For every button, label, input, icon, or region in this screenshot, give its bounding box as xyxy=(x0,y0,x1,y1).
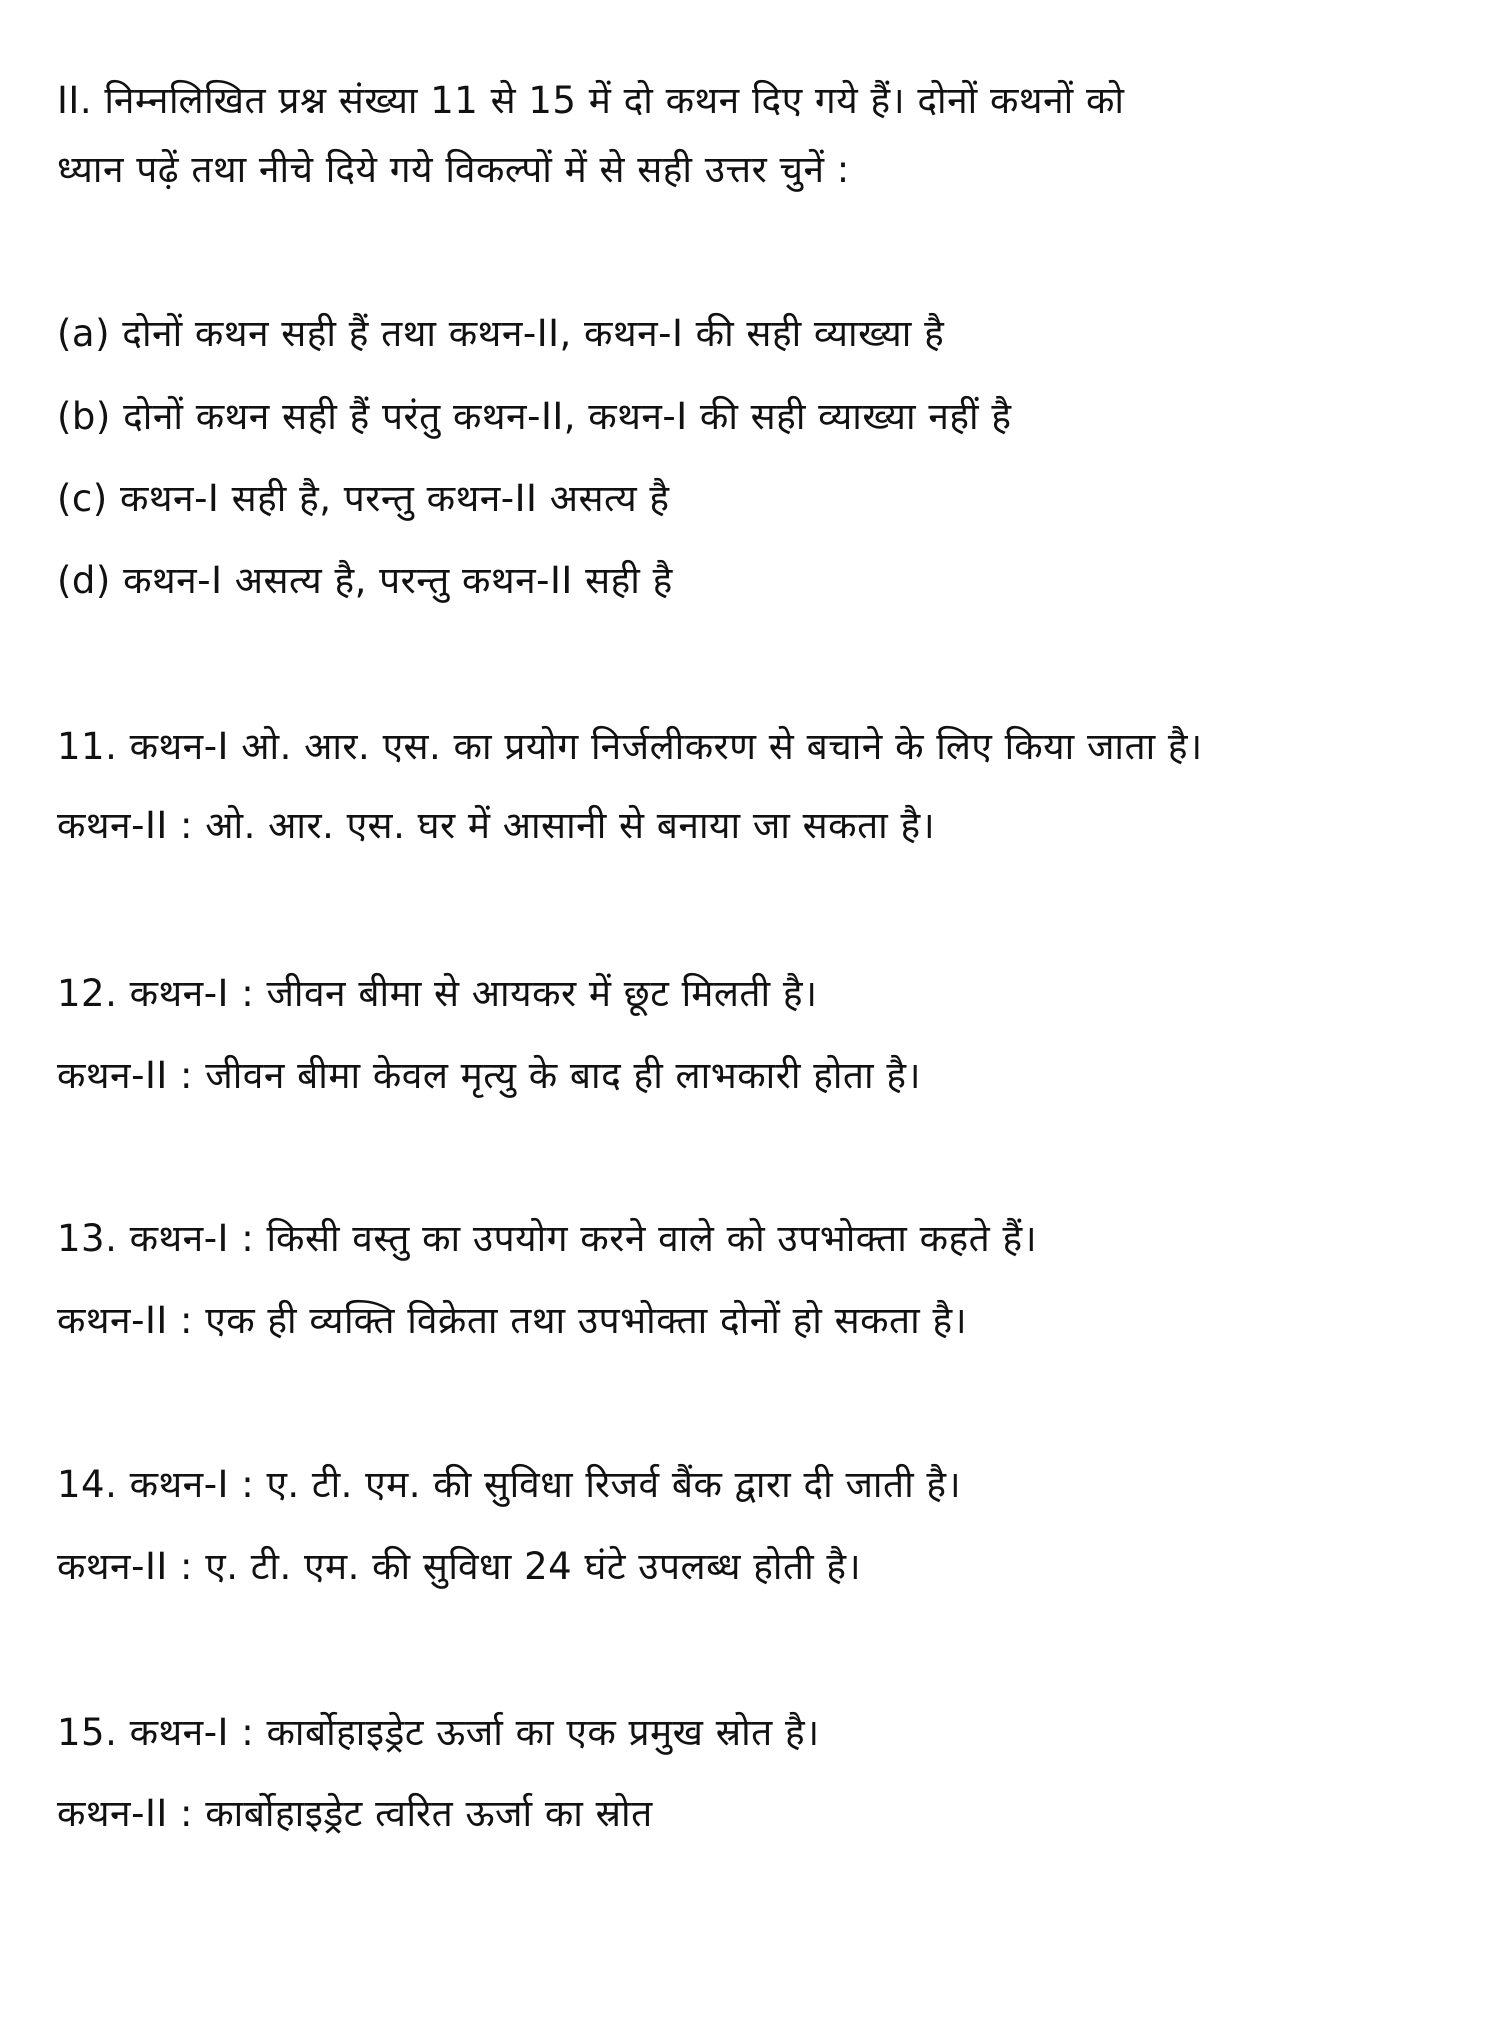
statement-2: कथन-II : कार्बोहाइड्रेट त्वरित ऊर्जा का स्रोत xyxy=(57,1792,653,1835)
statement-2: कथन-II : ओ. आर. एस. घर में आसानी से बनाया जा सकता है। xyxy=(57,804,936,847)
instruction-line-2: ध्यान पढ़ें तथा नीचे दिये गये विकल्पों में से सही उत्तर चुनें : xyxy=(57,148,850,191)
statement-1: 14. कथन-I : ए. टी. एम. की सुविधा रिजर्व बैंक द्वारा दी जाती है। xyxy=(57,1463,962,1506)
option-d: (d) कथन-I असत्य है, परन्तु कथन-II सही है xyxy=(57,559,673,602)
statement-2: कथन-II : जीवन बीमा केवल मृत्यु के बाद ही लाभकारी होता है। xyxy=(57,1054,922,1097)
statement-2: कथन-II : एक ही व्यक्ति विक्रेता तथा उपभोक्ता दोनों हो सकता है। xyxy=(57,1299,968,1342)
statement-1: 12. कथन-I : जीवन बीमा से आयकर में छूट मिलती है। xyxy=(57,972,818,1015)
statement-2: कथन-II : ए. टी. एम. की सुविधा 24 घंटे उपलब्ध होती है। xyxy=(57,1545,862,1588)
option-b: (b) दोनों कथन सही हैं परंतु कथन-II, कथन-I की सही व्याख्या नहीं है xyxy=(57,395,1012,438)
statement-1: 13. कथन-I : किसी वस्तु का उपयोग करने वाले को उपभोक्ता कहते हैं। xyxy=(57,1217,1038,1260)
statement-1: 11. कथन-I ओ. आर. एस. का प्रयोग निर्जलीकरण से बचाने के लिए किया जाता है। xyxy=(57,725,1203,768)
statement-1: 15. कथन-I : कार्बोहाइड्रेट ऊर्जा का एक प्रमुख स्रोत है। xyxy=(57,1711,820,1754)
option-c: (c) कथन-I सही है, परन्तु कथन-II असत्य है xyxy=(57,477,670,520)
instruction-line-1: II. निम्नलिखित प्रश्न संख्या 11 से 15 में दो कथन दिए गये हैं। दोनों कथनों को xyxy=(57,79,1125,122)
option-a: (a) दोनों कथन सही हैं तथा कथन-II, कथन-I की सही व्याख्या है xyxy=(57,312,945,355)
